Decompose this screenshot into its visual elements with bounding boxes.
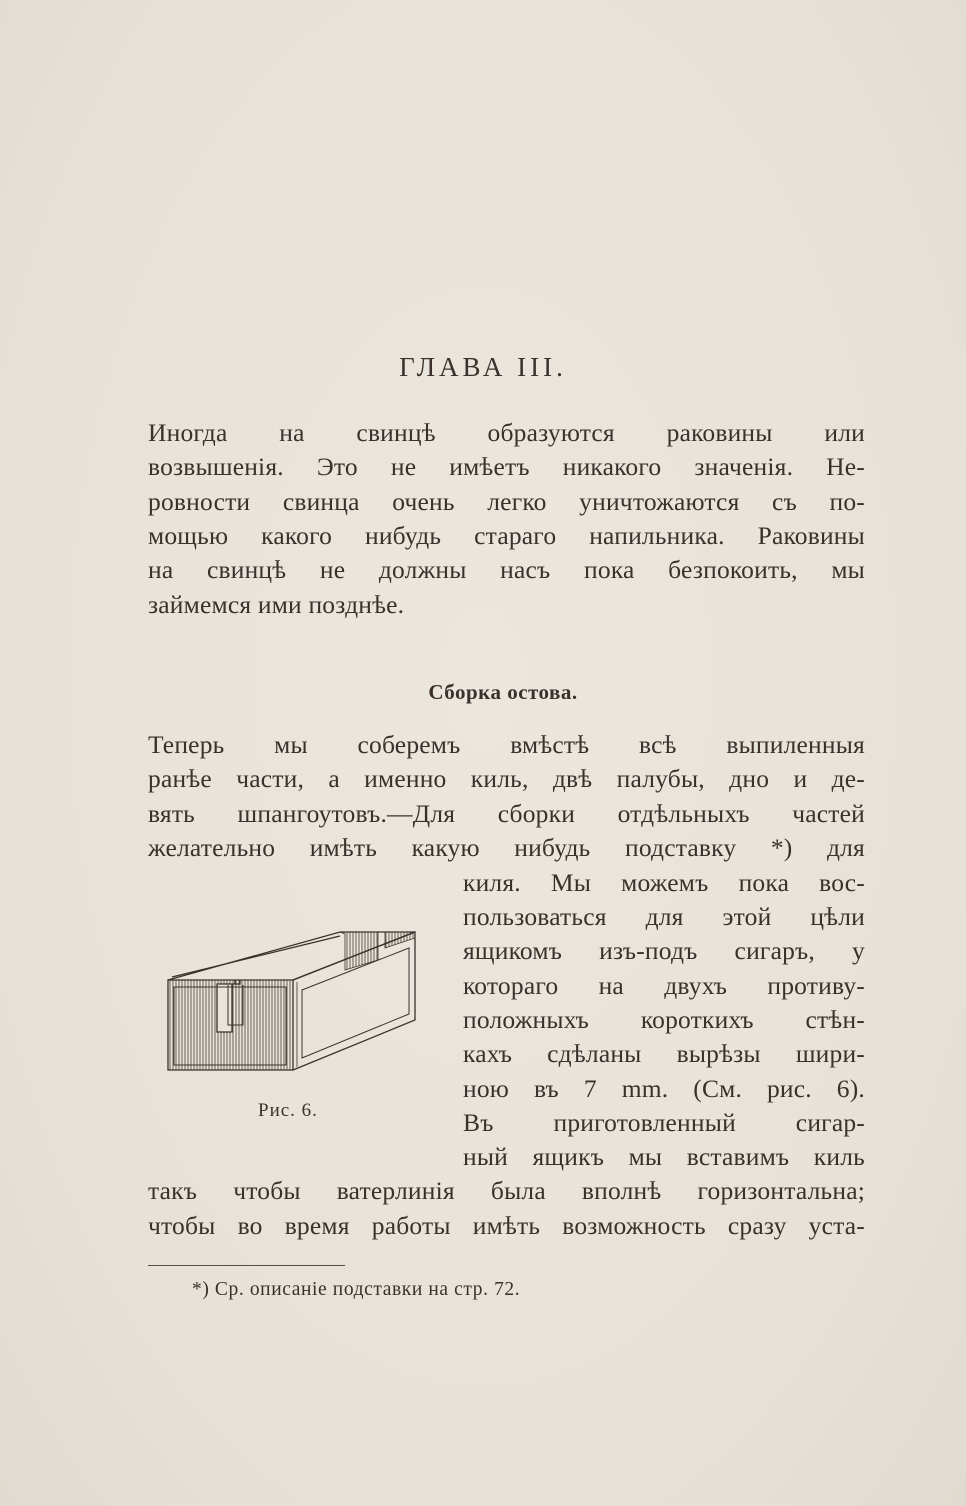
text-line: ящикомъ изъ-подъ сигаръ, у <box>463 936 865 966</box>
figure-caption: Рис. 6. <box>258 1100 318 1121</box>
text-line: котораго на двухъ противу- <box>463 970 865 1000</box>
figure-cigar-box-illustration <box>160 920 425 1080</box>
text-line: займемся ими позднѣе. <box>148 589 405 619</box>
text-line: Въ приготовленный сигар- <box>463 1107 865 1137</box>
section-title: Сборка остова. <box>428 680 578 704</box>
text-line: ранѣе части, а именно киль, двѣ палубы, дно и де- <box>148 764 865 794</box>
text-line: возвышенія. Это не имѣетъ никакого значенія. Не- <box>148 452 865 482</box>
text-line: такъ чтобы ватерлинія была вполнѣ горизонтальна; <box>148 1176 865 1206</box>
text-line: Теперь мы соберемъ вмѣстѣ всѣ выпиленныя <box>148 730 865 759</box>
footnote-divider <box>148 1265 345 1266</box>
text-line: Иногда на свинцѣ образуются раковины или <box>148 418 865 447</box>
text-line: пользоваться для этой цѣли <box>463 902 865 931</box>
text-line: ровности свинца очень легко уничтожаются съ по- <box>148 486 865 516</box>
footnote: *) Ср. описаніе подставки на стр. 72. <box>192 1279 521 1300</box>
chapter-title: ГЛАВА III. <box>399 352 567 382</box>
text-line: ною въ 7 mm. (См. рис. 6). <box>463 1073 865 1103</box>
text-line: ный ящикъ мы вставимъ киль <box>463 1142 865 1172</box>
text-line: желательно имѣть какую нибудь подставку *) для <box>148 832 865 862</box>
text-line: чтобы во время работы имѣть возможность сразу уста- <box>148 1210 865 1240</box>
text-line: на свинцѣ не должны насъ пока безпокоить, мы <box>148 555 865 585</box>
text-line: вять шпангоутовъ.—Для сборки отдѣльныхъ частей <box>148 798 865 828</box>
text-line: кахъ сдѣланы вырѣзы шири- <box>463 1039 865 1069</box>
text-line: мощью какого нибудь стараго напильника. Раковины <box>148 520 865 550</box>
text-line: киля. Мы можемъ пока вос- <box>463 867 865 897</box>
text-line: положныхъ короткихъ стѣн- <box>463 1004 865 1034</box>
